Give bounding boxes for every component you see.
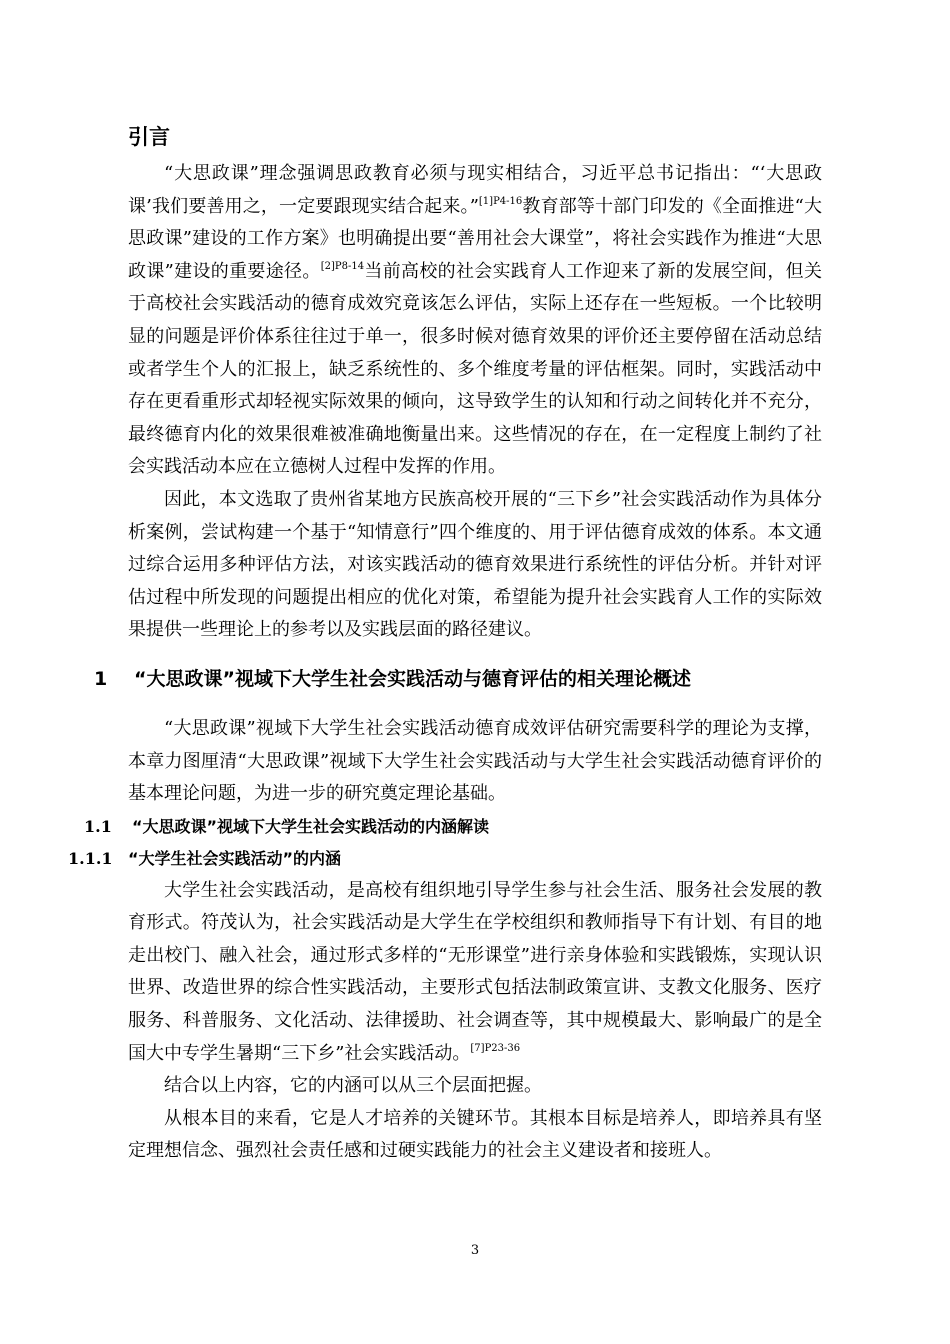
section-1-1-1-number: 1.1.1 bbox=[68, 848, 113, 868]
section-1-1-title: “大思政课”视域下大学生社会实践活动的内涵解读 bbox=[132, 816, 490, 836]
citation-2: [2]P8-14 bbox=[320, 260, 365, 272]
intro-p1-text-c: 当前高校的社会实践育人工作迎来了新的发展空间，但关于高校社会实践活动的德育成效究竟该怎么评估，实际上还存在一些短板。一个比较明显的问题是评价体系往往过于单一，很多时候对德育效果的评价还主要停留在活动总结或者学生个人的汇报上，缺乏系统性的、多个维度考量的评估框架。同时，实践活动中存在更看重形式却轻视实际效果的倾向，这导致学生的认知和行动之间转化并不充分，最终德育内化的效果很难被准确地衡量出来。这些情况的存在，在一定程度上制约了社会实践活动本应在立德树人过程中发挥的作用。 bbox=[128, 260, 823, 478]
section-1-1-number: 1.1 bbox=[84, 816, 112, 836]
intro-paragraph-1 bbox=[128, 158, 822, 484]
section-1-1-1-title: “大学生社会实践活动”的内涵 bbox=[128, 848, 342, 868]
intro-paragraph-2: 因此，本文选取了贵州省某地方民族高校开展的“三下乡”社会实践活动作为具体分析案例，尝试构建一个基于“知情意行”四个维度的、用于评估德育成效的体系。本文通过综合运用多种评估方法，对该实践活动的德育效果进行系统性的评估分析。并针对评估过程中所发现的问题提出相应的优化对策，希望能为提升社会实践育人工作的实际效果提供一些理论上的参考以及实践层面的路径建议。 bbox=[128, 488, 822, 641]
section-1-1-1-heading bbox=[68, 843, 822, 875]
chapter-1-paragraph-3: 结合以上内容，它的内涵可以从三个层面把握。 bbox=[164, 1075, 542, 1097]
chapter-1-title: “大思政课”视域下大学生社会实践活动与德育评估的相关理论概述 bbox=[134, 667, 691, 690]
document-page bbox=[68, 122, 823, 1168]
chapter-1-paragraph-2 bbox=[128, 875, 822, 1071]
chapter-1-p2-text: 大学生社会实践活动，是高校有组织地引导学生参与社会生活、服务社会发展的教育形式。符茂认为，社会实践活动是大学生在学校组织和教师指导下有计划、有目的地走出校门、融入社会，通过形式多样的“无形课堂”进行亲身体验和实践锻炼，实现认识世界、改造世界的综合性实践活动，主要形式包括法制政策宣讲、支教文化服务、医疗服务、科普服务、文化活动、法律援助、社会调查等，其中规模最大、影响最广的是全国大中专学生暑期“三下乡”社会实践活动。 bbox=[128, 879, 822, 1064]
section-1-1-heading bbox=[84, 811, 822, 843]
intro-p1-text-a: “大思政课”理念强调思政教育必须与现实相结合，习近平总书记指出：“‘大思政课’我们要善用之，一定要跟现实结合起来。” bbox=[128, 163, 822, 217]
intro-p1-text-b: 教育部等十部门印发的《全面推进“大思政课”建设的工作方案》也明确提出要“善用社会大课堂”，将社会实践作为推进“大思政课”建设的重要途径。 bbox=[128, 195, 823, 282]
intro-heading: 引言 bbox=[128, 125, 170, 149]
page-number: 3 bbox=[470, 1243, 480, 1258]
citation-1: [1]P4-16 bbox=[478, 195, 523, 207]
chapter-1-heading bbox=[94, 665, 822, 693]
chapter-1-paragraph-1: “大思政课”视域下大学生社会实践活动德育成效评估研究需要科学的理论为支撑，本章力图厘清“大思政课”视域下大学生社会实践活动与大学生社会实践活动德育评价的基本理论问题，为进一步的研究奠定理论基础。 bbox=[128, 717, 822, 805]
chapter-1-number: 1 bbox=[94, 667, 108, 690]
citation-7: [7]P23-36 bbox=[470, 1042, 521, 1054]
chapter-1-paragraph-4: 从根本目的来看，它是人才培养的关键环节。其根本目标是培养人，即培养具有坚定理想信念、强烈社会责任感和过硬实践能力的社会主义建设者和接班人。 bbox=[128, 1107, 822, 1162]
